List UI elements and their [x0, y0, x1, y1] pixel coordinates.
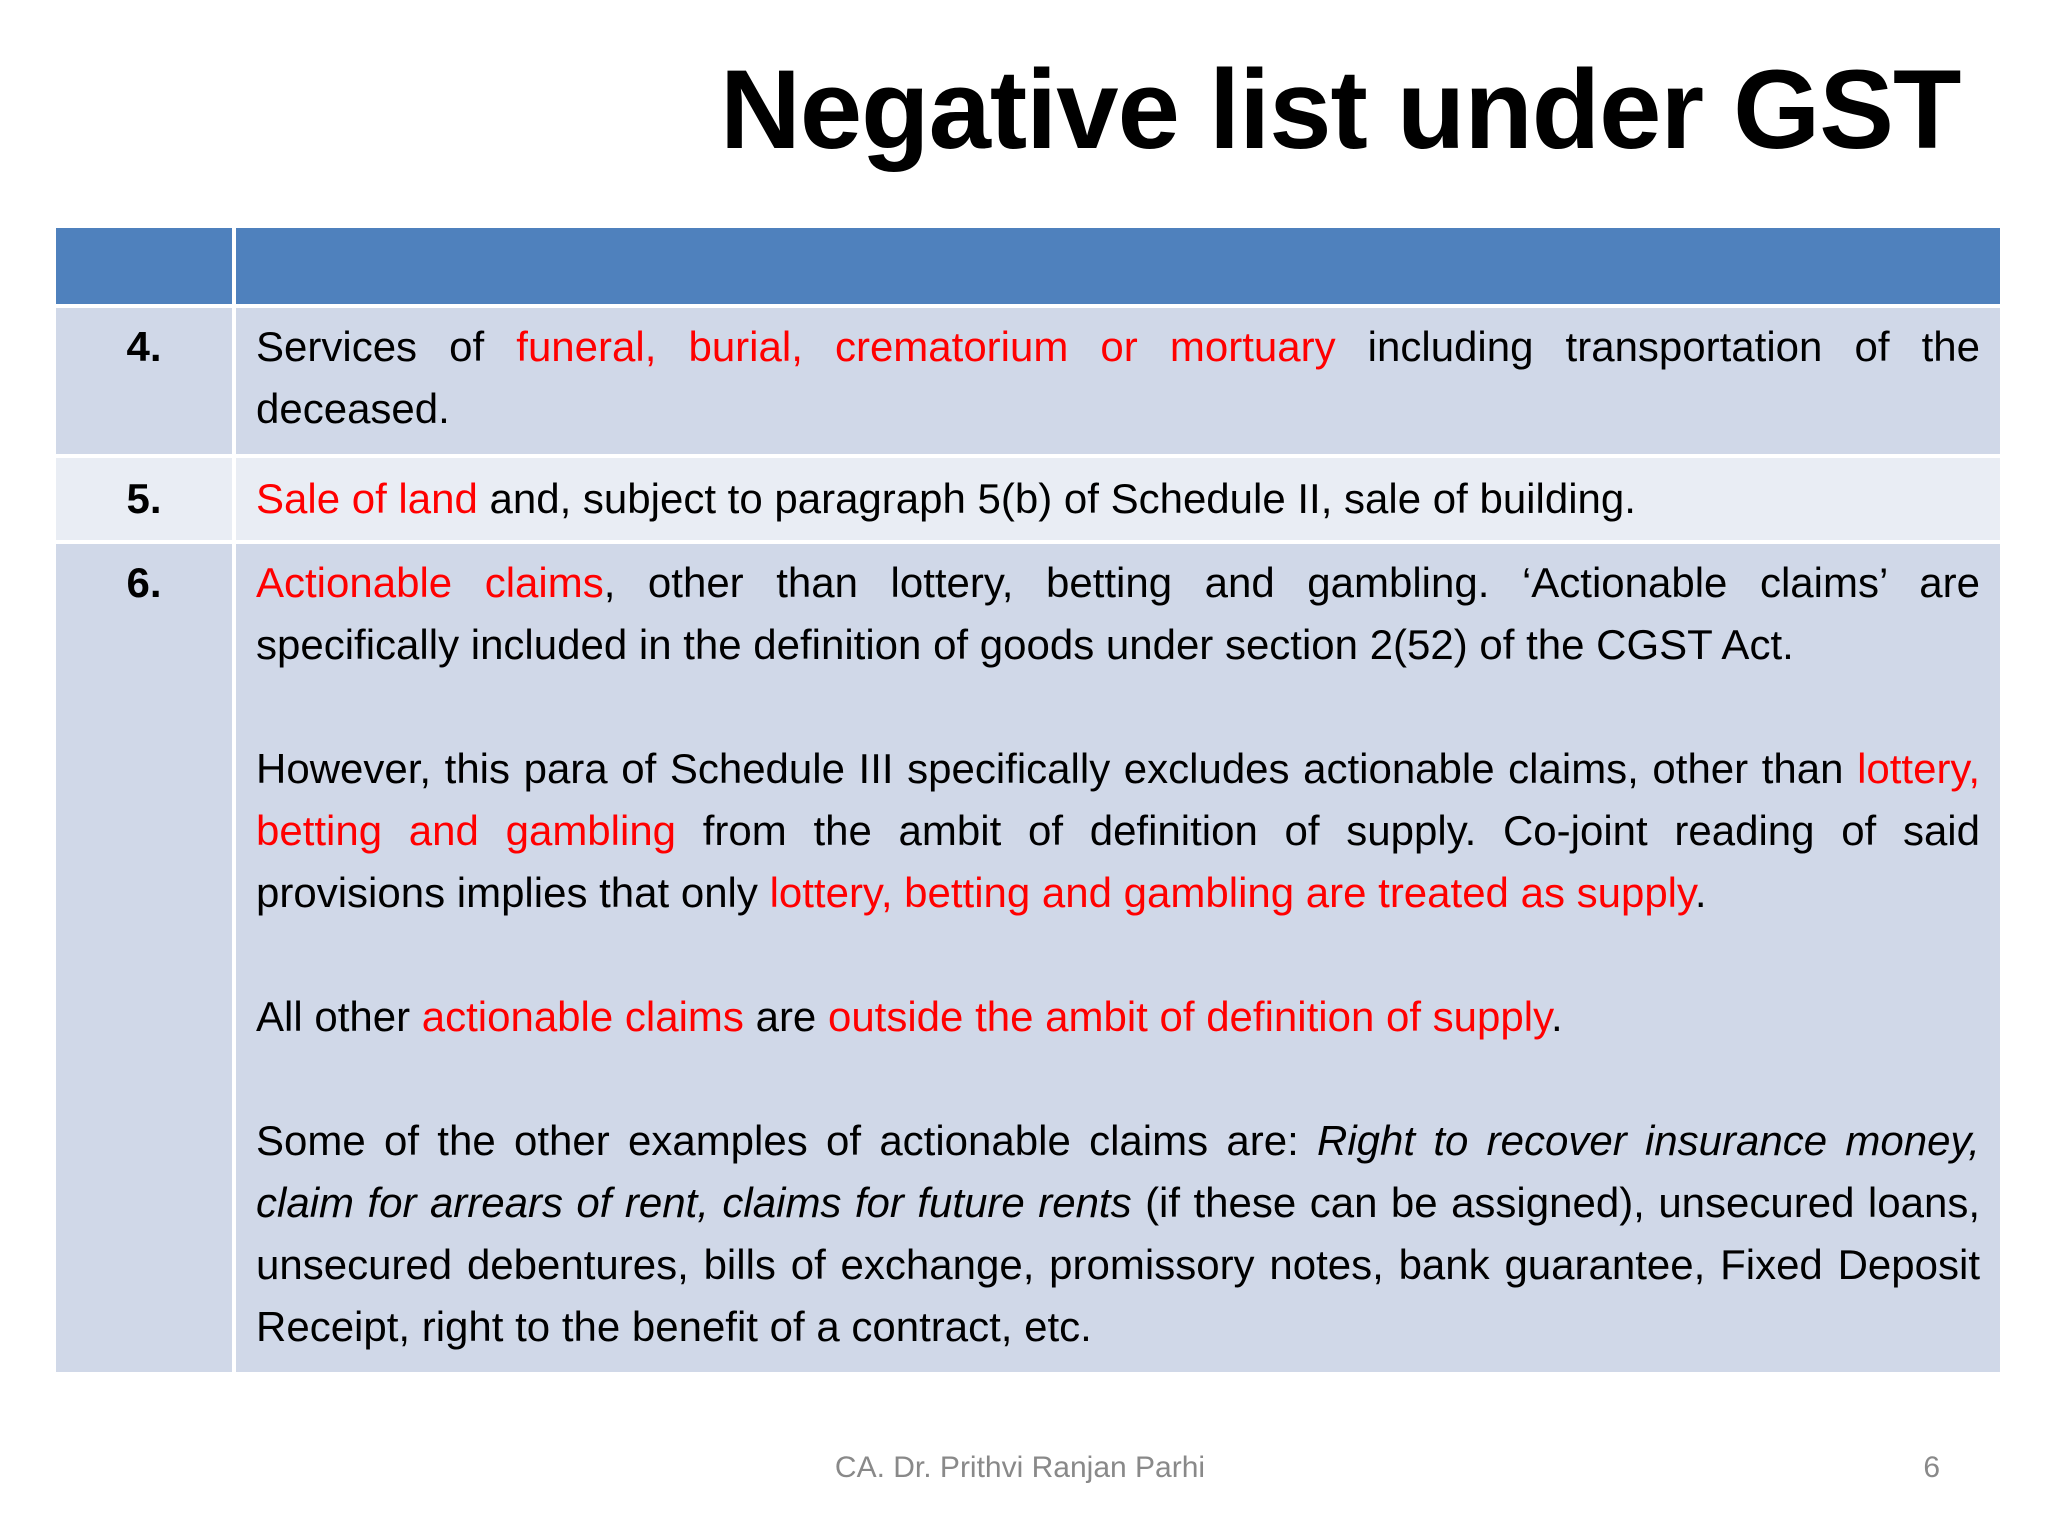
- header-cell-number: [54, 226, 234, 306]
- highlighted-text: actionable claims: [421, 993, 744, 1040]
- paragraph: [256, 738, 1980, 924]
- table-row: [54, 456, 2002, 542]
- row-description: [234, 306, 2002, 456]
- page-number: 6: [1923, 1451, 1940, 1484]
- table-row: [54, 542, 2002, 1374]
- text-run: Some of the other examples of actionable claims are:: [256, 1117, 1318, 1164]
- text-run: from the ambit of definition of supply. Co-joint reading of said provisions implies that only: [256, 807, 1980, 916]
- slide-title: Negative list under GST: [720, 47, 1961, 172]
- italic-text: Right to recover insurance money, claim for arrears of rent, claims for future rents: [256, 1117, 1980, 1226]
- text-run: Services of: [256, 323, 517, 370]
- table-header-row: [54, 226, 2002, 306]
- highlighted-text: lottery, betting and gambling are treated as supply: [769, 869, 1695, 916]
- text-run: including transportation of the deceased.: [256, 323, 1980, 432]
- text-run: However, this para of Schedule III specifically excludes actionable claims, other than: [256, 745, 1858, 792]
- row-description: [234, 456, 2002, 542]
- text-run: are: [743, 993, 828, 1040]
- paragraph: [256, 986, 1980, 1048]
- highlighted-text: outside the ambit of definition of supply: [827, 993, 1551, 1040]
- negative-list-table: [52, 224, 2004, 1376]
- text-run: (if these can be assigned), unsecured loans, unsecured debentures, bills of exchange, promissory notes, bank guarantee, Fixed Deposit Receipt, right to the benefit of a contract, etc.: [256, 1179, 1980, 1350]
- highlighted-text: Actionable claims: [256, 559, 604, 606]
- text-run: , other than lottery, betting and gambling. ‘Actionable claims’ are specifically included in the definition of goods under section 2(52) of the CGST Act.: [256, 559, 1981, 668]
- row-description: [234, 542, 2002, 1374]
- paragraph: [256, 552, 1980, 676]
- paragraph: [256, 316, 1980, 440]
- text-run: .: [1550, 993, 1563, 1040]
- highlighted-text: funeral, burial, crematorium or mortuary: [516, 323, 1336, 370]
- paragraph: [256, 468, 1980, 530]
- text-run: and, subject to paragraph 5(b) of Schedule II, sale of building.: [477, 475, 1636, 522]
- paragraph: [256, 1110, 1980, 1358]
- row-number: 5.: [54, 456, 234, 542]
- table-row: [54, 306, 2002, 456]
- text-run: All other: [256, 993, 422, 1040]
- header-cell-description: [234, 226, 2002, 306]
- row-number: 4.: [54, 306, 234, 456]
- highlighted-text: Sale of land: [256, 475, 478, 522]
- highlighted-text: lottery, betting and gambling: [256, 745, 1980, 854]
- footer-author: CA. Dr. Prithvi Ranjan Parhi: [834, 1451, 1206, 1484]
- row-number: 6.: [54, 542, 234, 1374]
- text-run: .: [1694, 869, 1707, 916]
